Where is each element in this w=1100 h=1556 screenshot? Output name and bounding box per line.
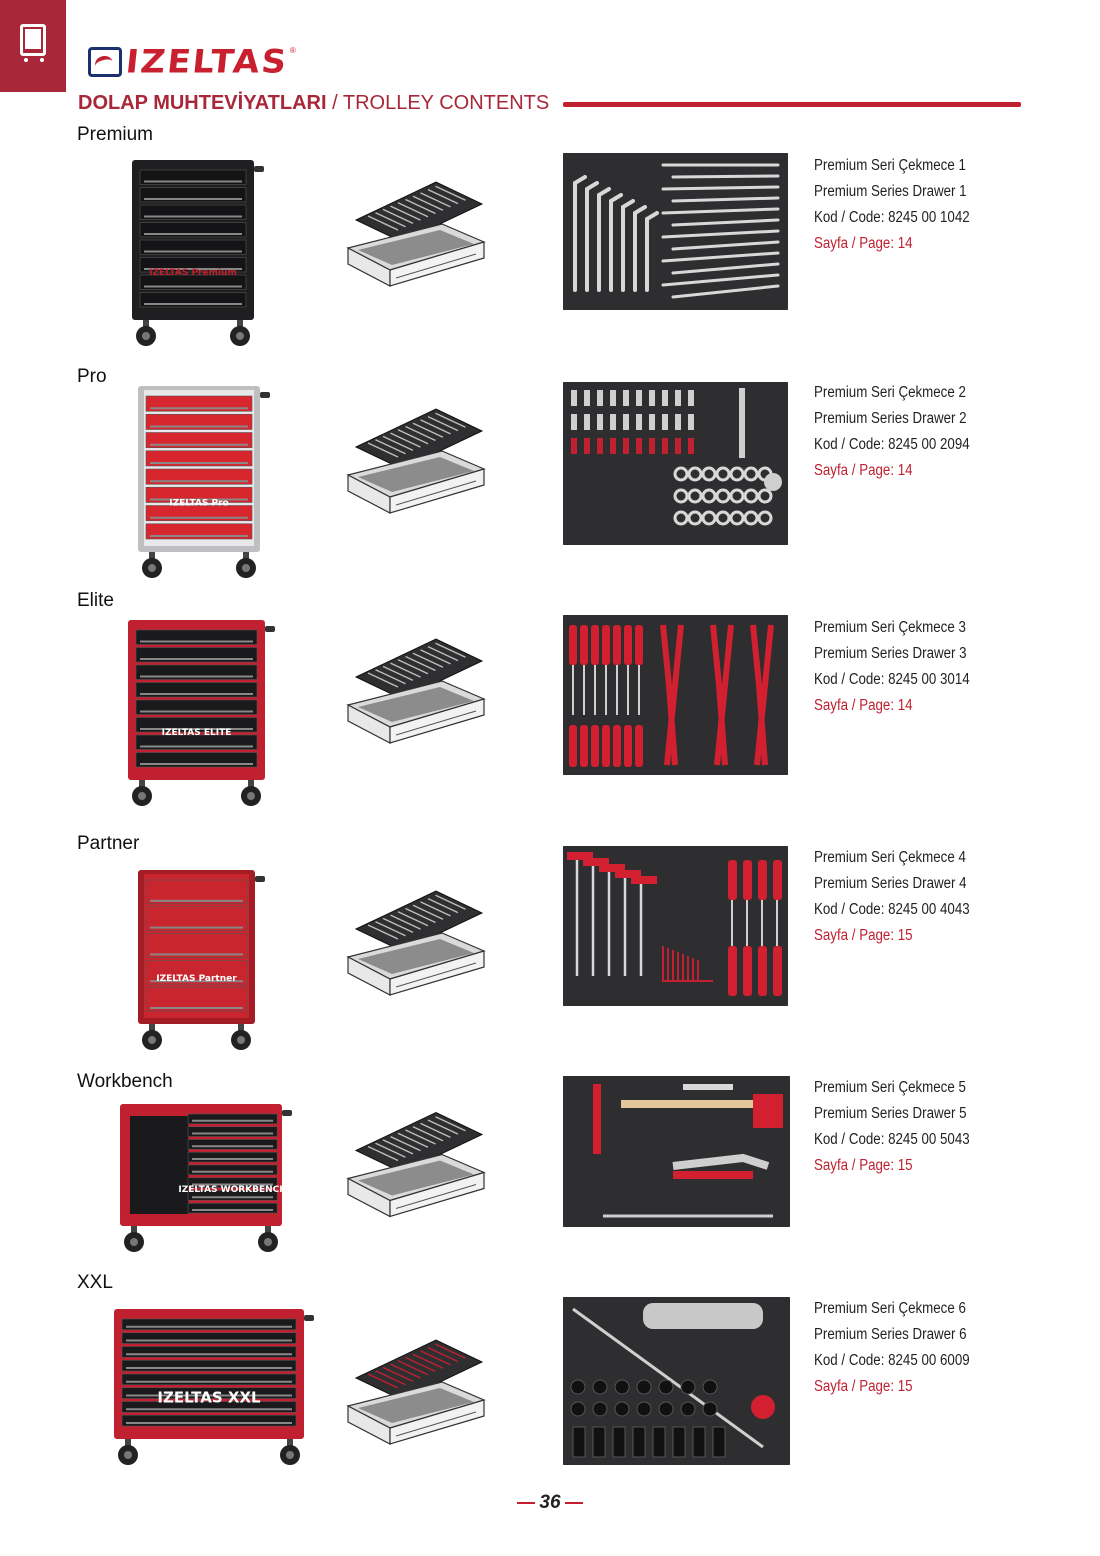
logo-mark-icon <box>88 47 122 77</box>
drawer-illustration-icon <box>346 1106 486 1231</box>
drawer-name-tr: Premium Seri Çekmece 5 <box>814 1079 966 1096</box>
trolley-brand-label: IZELTAS XXL <box>157 1388 261 1407</box>
drawer-name-en: Premium Series Drawer 2 <box>814 410 967 427</box>
page-reference-link[interactable]: Sayfa / Page: 15 <box>814 1378 913 1395</box>
trolley-image-partner <box>130 866 275 1050</box>
drawer-info-1 <box>814 153 970 257</box>
tray-contents-photo-5 <box>563 1076 790 1227</box>
section-label-partner: Partner <box>77 833 140 854</box>
registered-mark: ® <box>289 46 296 55</box>
trolley-brand-label: IZELTAS ELITE <box>161 728 232 739</box>
drawer-illustration-icon <box>346 405 486 525</box>
title-separator: / <box>326 92 343 114</box>
title-english: TROLLEY CONTENTS <box>342 92 550 114</box>
trolley-icon <box>20 24 46 56</box>
tray-contents-photo-2 <box>563 382 788 545</box>
trolley-image-elite <box>120 616 285 806</box>
trolley-brand-label: IZELTAS WORKBENCH <box>178 1184 287 1195</box>
corner-tab <box>0 0 66 92</box>
drawer-name-en: Premium Series Drawer 5 <box>814 1105 967 1122</box>
trolley-brand-label: IZELTAS Partner <box>156 973 237 984</box>
drawer-illustration-icon <box>346 635 486 755</box>
drawer-info-6 <box>814 1296 970 1400</box>
section-label-elite: Elite <box>77 590 114 611</box>
product-code: Kod / Code: 8245 00 3014 <box>814 671 970 688</box>
izeltas-logo <box>88 43 296 81</box>
drawer-name-tr: Premium Seri Çekmece 1 <box>814 157 966 174</box>
drawer-illustration-icon <box>346 1332 486 1460</box>
page-number <box>0 1492 1100 1514</box>
tray-contents-photo-3 <box>563 615 788 775</box>
header-rule <box>563 102 1021 107</box>
drawer-info-5 <box>814 1075 970 1179</box>
logo-text: IZELTAS <box>124 43 290 81</box>
product-code: Kod / Code: 8245 00 2094 <box>814 436 970 453</box>
tray-contents-photo-1 <box>563 153 788 310</box>
drawer-info-4 <box>814 845 970 949</box>
trolley-image-premium <box>124 156 274 346</box>
page-reference-link[interactable]: Sayfa / Page: 14 <box>814 697 913 714</box>
drawer-name-tr: Premium Seri Çekmece 3 <box>814 619 966 636</box>
drawer-info-2 <box>814 380 970 484</box>
page-reference-link[interactable]: Sayfa / Page: 15 <box>814 927 913 944</box>
product-code: Kod / Code: 8245 00 1042 <box>814 209 970 226</box>
trolley-brand-label: IZELTAS Premium <box>149 268 237 279</box>
trolley-image-xxl <box>106 1305 324 1465</box>
drawer-illustration-icon <box>346 178 486 298</box>
drawer-name-en: Premium Series Drawer 3 <box>814 645 967 662</box>
drawer-name-en: Premium Series Drawer 6 <box>814 1326 967 1343</box>
page-reference-link[interactable]: Sayfa / Page: 15 <box>814 1157 913 1174</box>
drawer-illustration-icon <box>346 882 486 1012</box>
drawer-name-tr: Premium Seri Çekmece 6 <box>814 1300 966 1317</box>
trolley-image-workbench <box>112 1100 302 1252</box>
drawer-name-tr: Premium Seri Çekmece 2 <box>814 384 966 401</box>
tray-contents-photo-6 <box>563 1297 790 1465</box>
page-reference-link[interactable]: Sayfa / Page: 14 <box>814 462 913 479</box>
drawer-name-tr: Premium Seri Çekmece 4 <box>814 849 966 866</box>
title-turkish: DOLAP MUHTEVİYATLARI <box>78 92 327 114</box>
product-code: Kod / Code: 8245 00 5043 <box>814 1131 970 1148</box>
drawer-info-3 <box>814 615 970 719</box>
product-code: Kod / Code: 8245 00 4043 <box>814 901 970 918</box>
tray-contents-photo-4 <box>563 846 788 1006</box>
drawer-name-en: Premium Series Drawer 4 <box>814 875 967 892</box>
page-reference-link[interactable]: Sayfa / Page: 14 <box>814 235 913 252</box>
section-label-pro: Pro <box>77 366 107 387</box>
section-label-workbench: Workbench <box>77 1071 173 1092</box>
product-code: Kod / Code: 8245 00 6009 <box>814 1352 970 1369</box>
page-number-value: 36 <box>539 1492 561 1513</box>
section-label-premium: Premium <box>77 124 154 145</box>
trolley-brand-label: IZELTAS Pro <box>169 498 229 509</box>
page-title <box>78 92 549 115</box>
trolley-image-pro <box>130 382 280 578</box>
section-label-xxl: XXL <box>77 1272 113 1293</box>
drawer-name-en: Premium Series Drawer 1 <box>814 183 967 200</box>
